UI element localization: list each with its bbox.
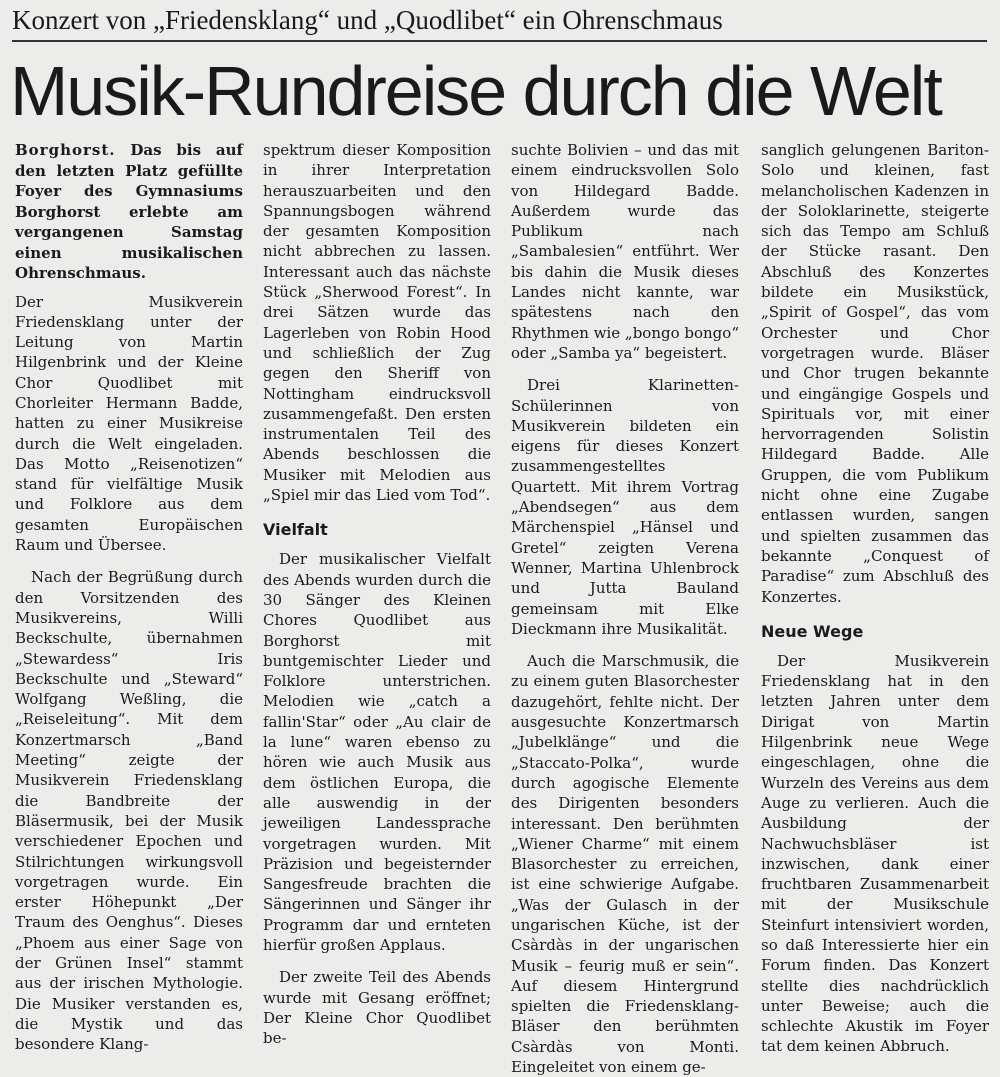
- paragraph: Nach der Begrüßung durch den Vorsitzenden des Musikvereins, Willi Beckschulte, übernahmen „Stewardess“ Iris Beckschulte und „Steward“ Wolfgang Weßling, die „Reiseleitung“. Mit dem Konzertmarsch „Band Meeting“ zeigte der Musikverein Friedensklang die Bandbreite der Bläsermusik, bei der Musik verschiedener Epochen und Stilrichtungen wirkungsvoll vorgetragen wurde. Ein erster Höhepunkt „Der Traum des Oenghus“. Dieses „Phoem aus einer Sage von der Grünen Insel“ stammt aus der irischen Mythologie. Die Musiker verstanden es, die Mystik und das besondere Klang-: [15, 568, 243, 1054]
- paragraph: suchte Bolivien – und das mit einem eindrucksvollen Solo von Hildegard Badde. Außerdem wurde das Publikum nach „Sambalesien“ entführt. Wer bis dahin die Musik dieses Landes nicht kannte, war spätestens nach den Rhythmen wie „bongo bongo“ oder „Samba ya“ begeistert.: [511, 141, 739, 362]
- article-column-1: [15, 140, 243, 1054]
- paragraph: Der Musikverein Friedensklang unter der Leitung von Martin Hilgenbrink und der Kleine Chor Quodlibet mit Chorleiter Hermann Badde, hatten zu einer Musikreise durch die Welt eingeladen. Das Motto „Reisenotizen“ stand für vielfältige Musik und Folklore aus dem gesamten Europäischen Raum und Übersee.: [15, 292, 243, 555]
- article-body: [15, 140, 990, 1077]
- paragraph: Der zweite Teil des Abends wurde mit Gesang eröffnet; Der Kleine Chor Quodlibet be-: [263, 968, 491, 1048]
- paragraph: Drei Klarinetten-Schülerinnen von Musikverein bildeten ein eigens für dieses Konzert zusammengestelltes Quartett. Mit ihrem Vortrag „Abendsegen“ aus dem Märchenspiel „Hänsel und Gretel“ zeigten Verena Wenner, Martina Uhlenbrock und Jutta Bauland gemeinsam mit Elke Dieckmann ihre Musikalität.: [511, 376, 739, 638]
- subheading-vielfalt: Vielfalt: [263, 520, 328, 540]
- paragraph: Der Musikverein Friedensklang hat in den letzten Jahren unter dem Dirigat von Martin Hilgenbrink neue Wege eingeschlagen, ohne die Wurzeln des Vereins aus dem Auge zu verlieren. Auch die Ausbildung der Nachwuchsbläser ist inzwischen, dank einer fruchtbaren Zusammenarbeit mit der Musikschule Steinfurt intensiviert worden, so daß Interessierte hier ein Forum finden. Das Konzert stellte dies nachdrücklich unter Beweise; auch die schlechte Akustik im Foyer tat dem keinen Abbruch.: [761, 651, 989, 1056]
- article-kicker: Konzert von „Friedensklang“ und „Quodlibet“ ein Ohrenschmaus: [12, 4, 987, 42]
- paragraph: Auch die Marschmusik, die zu einem guten Blasorchester dazugehört, fehlte nicht. Der ausgesuchte Konzertmarsch „Jubelklänge“ und die „Staccato-Polka“, wurde durch agogische Elemente des Dirigenten besonders interessant. Den berühmten „Wiener Charme“ mit einem Blasorchester zu erreichen, ist eine schwierige Aufgabe. „Was der Gulasch in der ungarischen Küche, ist der Csàrdàs in der ungarischen Musik – feurig muß er sein“. Auf diesem Hintergrund spielten die Friedensklang-Bläser den berühmten Csàrdàs von Monti. Eingeleitet von einem ge-: [511, 652, 739, 1077]
- article-column-4: [761, 140, 989, 1057]
- paragraph: Der musikalischer Vielfalt des Abends wurden durch die 30 Sänger des Kleinen Chores Quodlibet aus Borghorst mit buntgemischter Lieder und Folklore unterstrichen. Melodien wie „catch a fallin'Star“ oder „Au clair de la lune“ waren ebenso zu hören wie auch Musik aus dem östlichen Europa, die alle auswendig in der jeweiligen Landessprache vorgetragen wurden. Mit Präzision und begeisternder Sangesfreude brachten die Sängerinnen und Sänger ihr Programm dar und ernteten hierfür großen Applaus.: [263, 550, 491, 954]
- lead-place: Borghorst.: [15, 141, 116, 159]
- lead-text: Das bis auf den letzten Platz gefüllte Foyer des Gymnasiums Borghorst erlebte am vergangenen Samstag einen musikalischen Ohrenschmaus.: [15, 141, 243, 282]
- paragraph: sanglich gelungenen Bariton-Solo und kleinen, fast melancholischen Kadenzen in der Soloklarinette, steigerte sich das Tempo am Schluß der Stücke rasant. Den Abschluß des Konzertes bildete ein Musikstück, „Spirit of Gospel“, das vom Orchester und Chor vorgetragen wurde. Bläser und Chor trugen bekannte und eingängige Gospels und Spirituals vor, mit einer hervorragenden Solistin Hildegard Badde. Alle Gruppen, die vom Publikum nicht ohne eine Zugabe entlassen wurden, sangen und spielten zusammen das bekannte „Conquest of Paradise“ zum Abschluß des Konzertes.: [761, 141, 989, 606]
- article-lead: [15, 140, 243, 284]
- article-headline: Musik-Rundreise durch die Welt: [10, 52, 941, 130]
- subheading-neue-wege: Neue Wege: [761, 621, 864, 641]
- paragraph: spektrum dieser Komposition in ihrer Interpretation herauszuarbeiten und den Spannungsbogen während der gesamten Komposition nicht abbrechen zu lassen. Interessant auch das nächste Stück „Sherwood Forest“. In drei Sätzen wurde das Lagerleben von Robin Hood und schließlich der Zug gegen den Sheriff von Nottingham eindrucksvoll zusammengefaßt. Den ersten instrumentalen Teil des Abends beschlossen die Musiker mit Melodien aus „Spiel mir das Lied vom Tod“.: [263, 141, 491, 505]
- article-column-3: [511, 140, 739, 1077]
- article-column-2: [263, 140, 491, 1048]
